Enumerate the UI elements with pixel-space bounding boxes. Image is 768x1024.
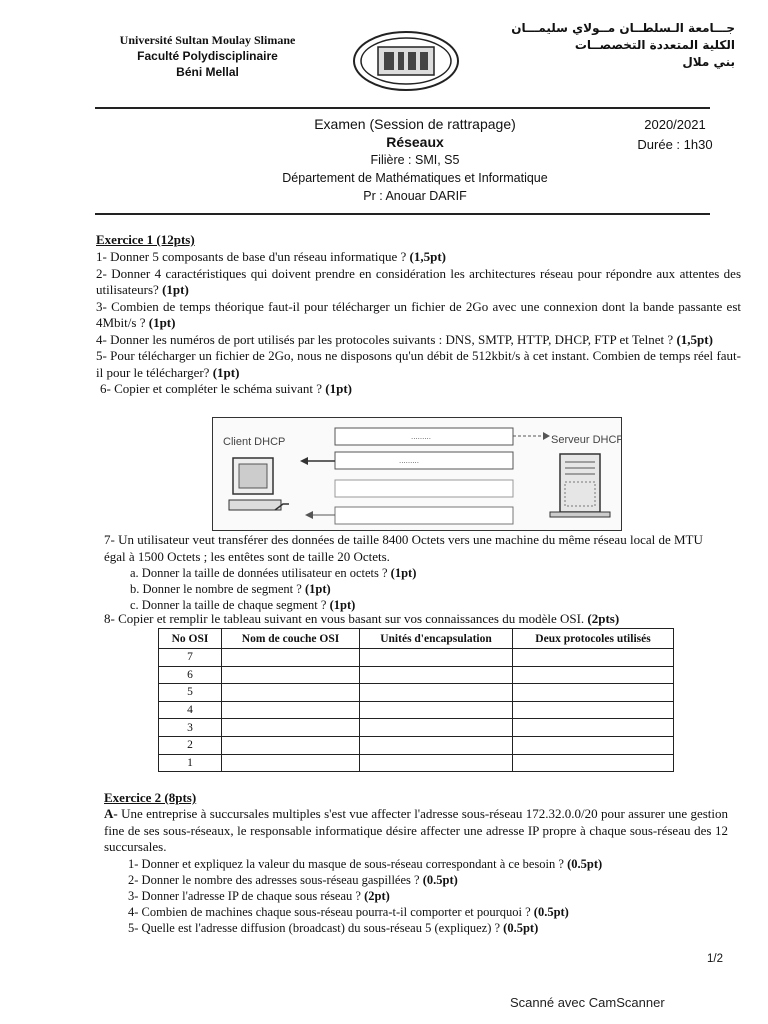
column-header-encapsulation: Unités d'encapsulation [360, 629, 513, 649]
exam-duration: Durée : 1h30 [637, 137, 713, 152]
table-cell [513, 684, 674, 702]
question-points: (2pts) [587, 611, 620, 626]
osi-layer-number: 6 [159, 666, 222, 684]
exam-title: Examen (Session de rattrapage) [314, 116, 516, 132]
header-right [500, 20, 735, 71]
question-5 [96, 348, 741, 381]
question-text: 4- Combien de machines chaque sous-réseau pourra-t-il comporter et pourquoi ? [128, 904, 534, 919]
question-points: (1pt) [148, 315, 176, 330]
city-name-ar: بني ملال [682, 55, 735, 69]
ex2-question-4 [104, 904, 728, 920]
table-cell [222, 649, 360, 667]
university-name-ar: جـــامعة الـسلطــان مــولاي سليمـــان [511, 21, 735, 35]
table-cell [222, 666, 360, 684]
message-box-1 [335, 428, 513, 445]
exam-title-block [250, 115, 580, 205]
osi-layer-number: 4 [159, 701, 222, 719]
table-row [159, 684, 674, 702]
question-2 [96, 266, 741, 299]
message-box-4 [335, 507, 513, 524]
exam-meta [620, 115, 730, 155]
table-row [159, 701, 674, 719]
arrow-to-client-4 [305, 511, 335, 519]
subquestion-points: (1pt) [329, 598, 356, 612]
exercise-2-heading: Exercice 2 (8pts) [104, 790, 197, 805]
table-row [159, 736, 674, 754]
department: Département de Mathématiques et Informatique [282, 171, 548, 185]
university-logo [352, 30, 460, 92]
subquestion-text: c. Donner la taille de chaque segment ? [130, 598, 330, 612]
osi-layer-number: 7 [159, 649, 222, 667]
table-cell [360, 684, 513, 702]
question-points: (1,5pt) [676, 331, 713, 347]
message-box-3 [335, 480, 513, 497]
message-box-text: ......... [411, 432, 432, 441]
faculty-name-ar: الكلية المتعددة التخصصــات [574, 38, 735, 52]
table-row [159, 719, 674, 737]
column-header-layer-name: Nom de couche OSI [222, 629, 360, 649]
table-cell [513, 754, 674, 772]
question-points: (1pt) [162, 282, 189, 297]
server-icon [550, 454, 610, 517]
question-7b [104, 581, 724, 597]
question-points: (0.5pt) [422, 872, 458, 887]
question-text: 5- Pour télécharger un fichier de 2Go, nous ne disposons qu'un débit de 512kbit/s à cet instant. Combien de temps réel faut-il pour le télécharger? [96, 348, 741, 380]
question-text: 3- Donner l'adresse IP de chaque sous réseau ? [128, 888, 365, 903]
table-header-row [159, 629, 674, 649]
question-points: (2pt) [364, 888, 390, 903]
table-cell [222, 701, 360, 719]
question-7 [104, 532, 724, 613]
ex2-question-1 [104, 856, 728, 872]
subject-title: Réseaux [386, 134, 444, 150]
table-cell [513, 649, 674, 667]
table-cell [222, 736, 360, 754]
message-box-text: ......... [399, 456, 420, 465]
table-cell [360, 736, 513, 754]
osi-layer-number: 1 [159, 754, 222, 772]
question-text: 1- Donner et expliquez la valeur du masque de sous-réseau correspondant à ce besoin ? [128, 856, 568, 871]
question-7-text: 7- Un utilisateur veut transférer des données de taille 8400 Octets vers une machine du même réseau local de MTU égal à 1500 Octets ; les entêtes sont de taille 20 Octets. [104, 532, 703, 564]
table-row [159, 754, 674, 772]
question-7a [104, 565, 724, 581]
table-cell [360, 666, 513, 684]
question-points: (1pt) [325, 381, 352, 396]
question-text: 5- Quelle est l'adresse diffusion (broadcast) du sous-réseau 5 (expliquez) ? [128, 920, 504, 935]
table-row [159, 649, 674, 667]
table-cell [360, 754, 513, 772]
question-6 [96, 381, 741, 398]
osi-layer-number: 2 [159, 736, 222, 754]
table-cell [360, 719, 513, 737]
ex2-question-3 [104, 888, 728, 904]
academic-year: 2020/2021 [644, 117, 706, 132]
question-points: (1pt) [212, 364, 240, 380]
client-computer-icon [229, 458, 289, 510]
city-name: Béni Mellal [176, 65, 239, 79]
table-cell [360, 649, 513, 667]
question-points: (0.5pt) [533, 904, 569, 919]
column-header-protocols: Deux protocoles utilisés [513, 629, 674, 649]
filiere: Filière : SMI, S5 [370, 153, 460, 167]
exercise-2 [104, 790, 728, 936]
exercise-1-heading: Exercice 1 (12pts) [96, 232, 195, 247]
question-text: 4- Donner les numéros de port utilisés par les protocoles suivants : DNS, SMTP, HTTP, DHCP, FTP et Telnet ? [96, 331, 677, 347]
header-rule-bottom [95, 213, 710, 215]
professor: Pr : Anouar DARIF [363, 189, 467, 203]
subquestion-text: b. Donner le nombre de segment ? [130, 582, 305, 596]
intro-text: Une entreprise à succursales multiples s'est vue affecter l'adresse sous-réseau 172.32.0.0/20 pour assurer une gestion fine de ses sous-réseaux, le responsable informatique désire affecter une adresse IP propre à chaque sous-réseau des 12 succursales. [104, 806, 728, 854]
question-points: (1,5pt) [409, 249, 446, 264]
table-cell [222, 754, 360, 772]
subquestion-points: (1pt) [390, 566, 417, 580]
ex2-question-5 [104, 920, 728, 936]
question-points: (0.5pt) [503, 920, 539, 935]
question-1 [96, 249, 741, 266]
header-rule-top [95, 107, 710, 109]
question-text: 3- Combien de temps théorique faut-il pour télécharger un fichier de 2Go avec une connexion dont la bande passante est 4Mbit/s ? [96, 298, 741, 330]
faculty-name: Faculté Polydisciplinaire [137, 49, 278, 63]
question-text: 6- Copier et compléter le schéma suivant ? [100, 381, 326, 396]
exercise-2-intro [104, 806, 728, 856]
question-text: 8- Copier et remplir le tableau suivant en vous basant sur vos connaissances du modèle OSI. [104, 611, 588, 626]
subquestion-points: (1pt) [304, 582, 331, 596]
osi-layer-number: 5 [159, 684, 222, 702]
dhcp-diagram [212, 417, 622, 531]
osi-layer-number: 3 [159, 719, 222, 737]
part-label: A- [104, 806, 118, 821]
subquestion-text: a. Donner la taille de données utilisateur en octets ? [130, 566, 391, 580]
arrow-to-server-1 [513, 432, 550, 440]
question-text: 2- Donner le nombre des adresses sous-réseau gaspillées ? [128, 872, 423, 887]
question-text: 2- Donner 4 caractéristiques qui doivent prendre en considération les architectures réseau pour répondre aux attentes des utilisateurs? [96, 265, 741, 297]
question-3 [96, 299, 741, 332]
arrow-to-client-2 [300, 457, 335, 465]
question-text: 1- Donner 5 composants de base d'un réseau informatique ? [96, 249, 410, 264]
header-left [95, 32, 320, 80]
exercise-1 [96, 232, 741, 398]
table-row [159, 666, 674, 684]
table-cell [222, 719, 360, 737]
osi-table [158, 628, 674, 772]
question-points: (0.5pt) [567, 856, 603, 871]
message-box-2 [335, 452, 513, 469]
question-4 [96, 332, 741, 349]
ex2-question-2 [104, 872, 728, 888]
table-cell [513, 666, 674, 684]
table-cell [222, 684, 360, 702]
server-dhcp-label: Serveur DHCP [551, 434, 621, 446]
table-cell [513, 701, 674, 719]
table-cell [360, 701, 513, 719]
table-cell [513, 736, 674, 754]
question-8 [104, 611, 724, 628]
table-cell [513, 719, 674, 737]
page-number: 1/2 [707, 953, 723, 965]
dhcp-diagram-svg [213, 418, 621, 530]
column-header-no-osi: No OSI [159, 629, 222, 649]
university-name: Université Sultan Moulay Slimane [119, 33, 296, 47]
camscanner-watermark: Scanné avec CamScanner [510, 995, 665, 1010]
client-dhcp-label: Client DHCP [223, 436, 286, 448]
